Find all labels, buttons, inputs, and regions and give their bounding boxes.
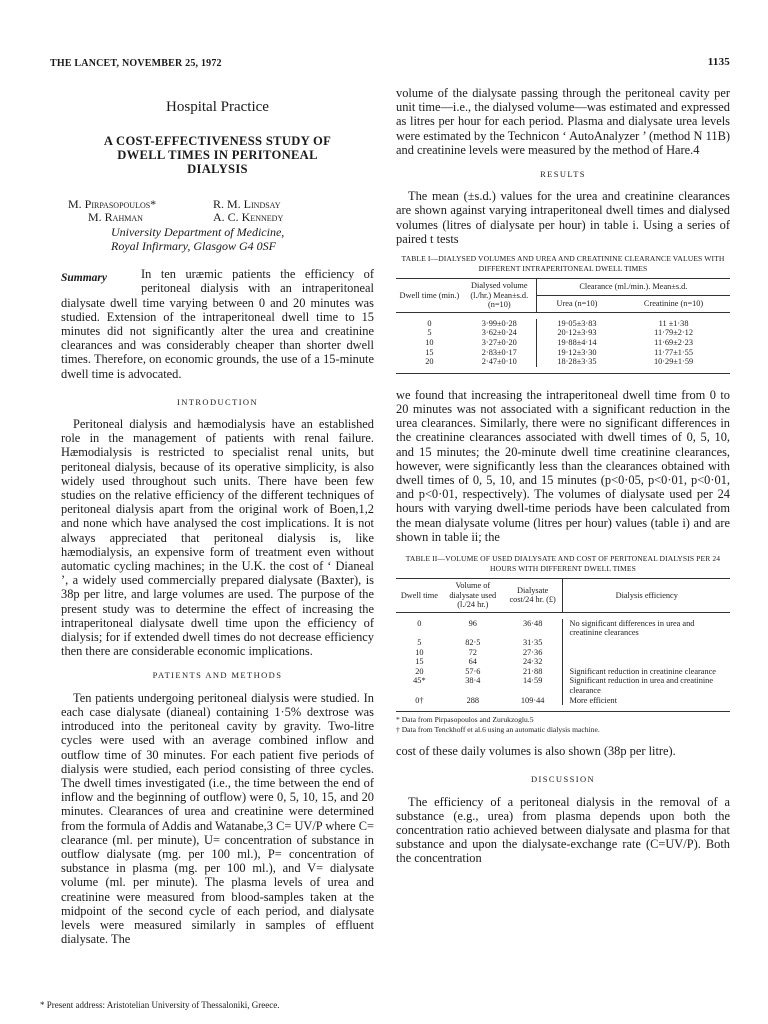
affiliation bbox=[111, 226, 374, 253]
table-row bbox=[396, 357, 730, 367]
table-cell: 0† bbox=[415, 695, 424, 705]
author: M. Pirpasopoulos* bbox=[68, 197, 157, 212]
table-cell: 5 bbox=[427, 328, 432, 338]
t1-header-urea: Urea (n=10) bbox=[536, 295, 617, 312]
table-cell: 31·35 bbox=[522, 637, 543, 647]
table-cell: 11·69±2·23 bbox=[654, 338, 693, 347]
author-list bbox=[68, 198, 358, 224]
table-cell: 19·05±3·83 bbox=[536, 319, 617, 329]
table-cell: 45* bbox=[413, 676, 426, 686]
table1-caption: TABLE I—DIALYSED VOLUMES AND UREA AND CREATININE CLEARANCE VALUES WITH DIFFERENT INTRAPERITONEAL DWELL TIMES bbox=[401, 254, 725, 274]
table-cell: 3·62±0·24 bbox=[481, 328, 517, 338]
title-line: A COST-EFFECTIVENESS STUDY OF bbox=[103, 134, 332, 149]
discussion-heading: DISCUSSION bbox=[530, 774, 596, 785]
affiliation-line: Royal Infirmary, Glasgow G4 0SF bbox=[111, 238, 276, 253]
table-cell: 5 bbox=[417, 637, 422, 647]
table-cell: 2·83±0·17 bbox=[481, 347, 517, 357]
table-cell: Significant reduction in urea and creatinine clearance bbox=[563, 676, 730, 695]
author: A. C. Kennedy bbox=[213, 210, 284, 225]
table-1 bbox=[396, 278, 730, 374]
title-line: DWELL TIMES IN PERITONEAL bbox=[117, 148, 318, 163]
table-row bbox=[396, 619, 730, 638]
table-cell: 21·88 bbox=[522, 666, 543, 676]
table-cell: 19·12±3·30 bbox=[536, 348, 617, 358]
discussion-text: The efficiency of a peritoneal dialysis in the removal of a substance (e.g., urea) from plasma depends upon both the concentration ratio achieved between dialysate and plasma for that substance and upon the dialysate-exchange rate (C=UV/P). Both the concentration bbox=[396, 794, 730, 866]
table-cell: 57·6 bbox=[465, 666, 481, 676]
table-cell: 11 ±1·38 bbox=[658, 318, 689, 328]
results-heading: RESULTS bbox=[540, 169, 586, 180]
table-cell: 3·27±0·20 bbox=[481, 338, 517, 347]
table-cell: 109·44 bbox=[520, 695, 545, 705]
page-number: 1135 bbox=[707, 56, 730, 68]
table-cell: 0 bbox=[427, 318, 432, 328]
table-row bbox=[396, 338, 730, 348]
article-title bbox=[61, 134, 374, 176]
summary-label: Summary bbox=[61, 272, 108, 285]
table-row bbox=[396, 648, 730, 658]
table-row bbox=[396, 667, 730, 677]
results-text-continued: we found that increasing the intraperitoneal dwell time from 0 to 20 minutes was not associated with a significant reduction in the urea clearances. Similarly, there were no significant differences in the creatinine clearances associated with dwell times of 0, 5, 10, and 15 minutes; the 20-minute dwell time creatinine clearances, however, were significantly less than the clearances obtained with dwell times of 0, 5, 10, and 15 minutes (p<0·05, p<0·01, p<0·01, and p<0·01, respectively). The volumes of dialysate used per 24 hours with varying dwell-time periods have been calculated from the mean dialysate volume (litres per hour) values (table i) and are shown in table ii; the bbox=[396, 387, 730, 544]
t1-header-creatinine: Creatinine (n=10) bbox=[643, 299, 704, 309]
table2-note: † Data from Tenckhoff et al.6 using an automatic dialysis machine. bbox=[396, 724, 600, 734]
table-row bbox=[396, 696, 730, 706]
table-cell: 20 bbox=[415, 666, 424, 676]
table-cell: 72 bbox=[468, 647, 477, 657]
table-cell: 14·59 bbox=[522, 676, 543, 686]
section-label: Hospital Practice bbox=[166, 99, 269, 115]
author: R. M. Lindsay bbox=[213, 197, 281, 212]
introduction-text: Peritoneal dialysis and hæmodialysis have an established role in the management of patients with renal failure. Hæmodialysis is restricted to specialist renal units, but peritoneal dialysis, because of its operative simplicity, is also widely used throughout such units. There have been few studies on the relative efficiency of the different techniques of peritoneal dialysis apart from the original work of Boen,1,2 and none which have analysed the cost implications. It is not always appreciated that peritoneal dialysis is, like hæmodialysis, an expensive form of treatment even without automatic cycling machines; in the U.K. the cost of ‘ Dianeal ’, a widely used commercially prepared dialysate (Baxter), is 38p per litre, and large volumes are used. The purpose of the present study was to determine the effect of increasing the intraperitoneal dialysate dwell time upon the efficiency of dialysis; for if extended dwell times do not decrease efficiency then there are considerable economic implications. bbox=[61, 417, 374, 659]
methods-text: Ten patients undergoing peritoneal dialysis were studied. In each case dialysate (dianeal) containing 1·5% dextrose was introduced into the peritoneal cavity by gravity. Two-litre cycles were used with an average combined inflow and outflow time of 30 minutes. For each patient five periods of dialysis were studied, each period consisting of three cycles. The dwell times investigated (i.e., the time between the end of inflow and the beginning of outflow) were 0, 5, 10, 15, and 20 minutes. Clearances of urea and creatinine were determined from the formula of Addis and Watanabe,3 C= UV/P where C= clearance (ml. per minute), U= concentration of substance in outflow dialysate (mg. per 100 ml.), P= concentration of substance in plasma (mg. per 100 ml.), and V= dialysate volume (ml. per minute). The plasma levels of urea and creatinine were measured from blood-samples taken at the midpoint of the second cycle of each period, and dialysate levels were measured similarly in samples of effluent dialysate. The bbox=[61, 690, 374, 947]
table-cell: 19·88±4·14 bbox=[536, 338, 617, 348]
table-cell: 10 bbox=[415, 647, 424, 657]
table-cell: 18·28±3·35 bbox=[536, 357, 617, 367]
table-cell: 11·77±1·55 bbox=[654, 347, 693, 357]
results-text: The mean (±s.d.) values for the urea and creatinine clearances are shown against varying intraperitoneal dwell times and dialysed volumes (litres of dialysate per hour) in table i. Using a series of paired t tests bbox=[396, 189, 730, 246]
table-cell: 24·32 bbox=[522, 657, 543, 667]
footnote: * Present address: Aristotelian University of Thessaloniki, Greece. bbox=[40, 1000, 280, 1010]
table-row bbox=[396, 657, 730, 667]
table-cell: 10·29±1·59 bbox=[654, 357, 694, 367]
affiliation-line: University Department of Medicine, bbox=[111, 225, 285, 240]
t1-header-clearance: Clearance (ml./min.). Mean±s.d. bbox=[536, 279, 730, 296]
table-cell: 64 bbox=[468, 657, 477, 667]
table-cell: 15 bbox=[415, 657, 424, 667]
introduction-heading: INTRODUCTION bbox=[176, 396, 258, 407]
table-cell: 38·4 bbox=[465, 676, 481, 686]
left-column bbox=[61, 86, 374, 946]
table-cell: Significant reduction in creatinine clearance bbox=[563, 667, 730, 677]
methods-heading: PATIENTS AND METHODS bbox=[152, 670, 283, 681]
table-row bbox=[396, 676, 730, 695]
table-cell: 11·79±2·12 bbox=[654, 328, 693, 338]
summary bbox=[61, 267, 374, 381]
cost-text: cost of these daily volumes is also shown (38p per litre). bbox=[396, 744, 676, 759]
table-cell: 288 bbox=[466, 695, 480, 705]
t2-header-cost: Dialysate cost/24 hr. (£) bbox=[509, 585, 556, 605]
table-cell: More efficient bbox=[563, 696, 730, 706]
table-cell: 15 bbox=[425, 347, 434, 357]
author: M. Rahman bbox=[88, 210, 143, 225]
table-cell: 96 bbox=[468, 618, 477, 628]
journal-title: THE LANCET, NOVEMBER 25, 1972 bbox=[50, 58, 222, 69]
table-cell: 3·99±0·28 bbox=[481, 318, 517, 328]
table-2 bbox=[396, 578, 730, 712]
table-cell bbox=[563, 648, 730, 658]
title-line: DIALYSIS bbox=[187, 162, 248, 177]
table-cell: 82·5 bbox=[465, 637, 481, 647]
table-row bbox=[396, 319, 730, 329]
t1-header-dwell: Dwell time (min.) bbox=[399, 290, 460, 300]
table-row bbox=[396, 638, 730, 648]
table-cell: 20 bbox=[425, 357, 434, 367]
table-cell: 20·12±3·93 bbox=[536, 328, 617, 338]
table2-caption: TABLE II—VOLUME OF USED DIALYSATE AND COST OF PERITONEAL DIALYSIS PER 24 HOURS WITH DIFFERENT DWELL TIMES bbox=[405, 554, 721, 574]
table-row bbox=[396, 348, 730, 358]
table-cell bbox=[563, 657, 730, 667]
table2-note: * Data from Pirpasopoulos and Zurukzoglu.5 bbox=[396, 715, 534, 725]
methods-continued: volume of the dialysate passing through the peritoneal cavity per unit time—i.e., the dialysed volume—was estimated and expressed as litres per hour for each period. Plasma and dialysate urea levels were estimated by the Technicon ‘ AutoAnalyzer ’ (method N 11B) and creatinine levels were measured by the method of Hare.4 bbox=[396, 86, 730, 157]
running-head bbox=[50, 58, 730, 69]
table-cell: 2·47±0·10 bbox=[481, 357, 517, 367]
table-cell: 0 bbox=[417, 618, 422, 628]
t2-header-efficiency: Dialysis efficiency bbox=[563, 579, 730, 613]
right-column bbox=[396, 86, 730, 866]
table-row bbox=[396, 328, 730, 338]
t1-header-volume: Dialysed volume (l./hr.) Mean±s.d. (n=10) bbox=[470, 281, 529, 310]
table-cell: No significant differences in urea and creatinine clearances bbox=[563, 619, 730, 638]
table2-notes bbox=[396, 715, 730, 734]
t2-header-dwell: Dwell time bbox=[400, 590, 438, 600]
table-cell: 36·48 bbox=[522, 618, 543, 628]
summary-text: In ten uræmic patients the efficiency of peritoneal dialysis with an intraperitoneal dialysate dwell time varying between 0 and 20 minutes was studied. Extension of the intraperitoneal dwell time to 15 minutes did not significantly alter the urea and creatinine clearances and was considerably cheaper than shorter dwell times. Therefore, on economic grounds, the use of a 15-minute dwell time is advocated. bbox=[61, 267, 374, 381]
table-cell: 27·36 bbox=[522, 647, 543, 657]
table-cell: 10 bbox=[425, 338, 434, 347]
t2-header-volume: Volume of dialysate used (l./24 hr.) bbox=[449, 581, 497, 610]
table-cell bbox=[563, 638, 730, 648]
